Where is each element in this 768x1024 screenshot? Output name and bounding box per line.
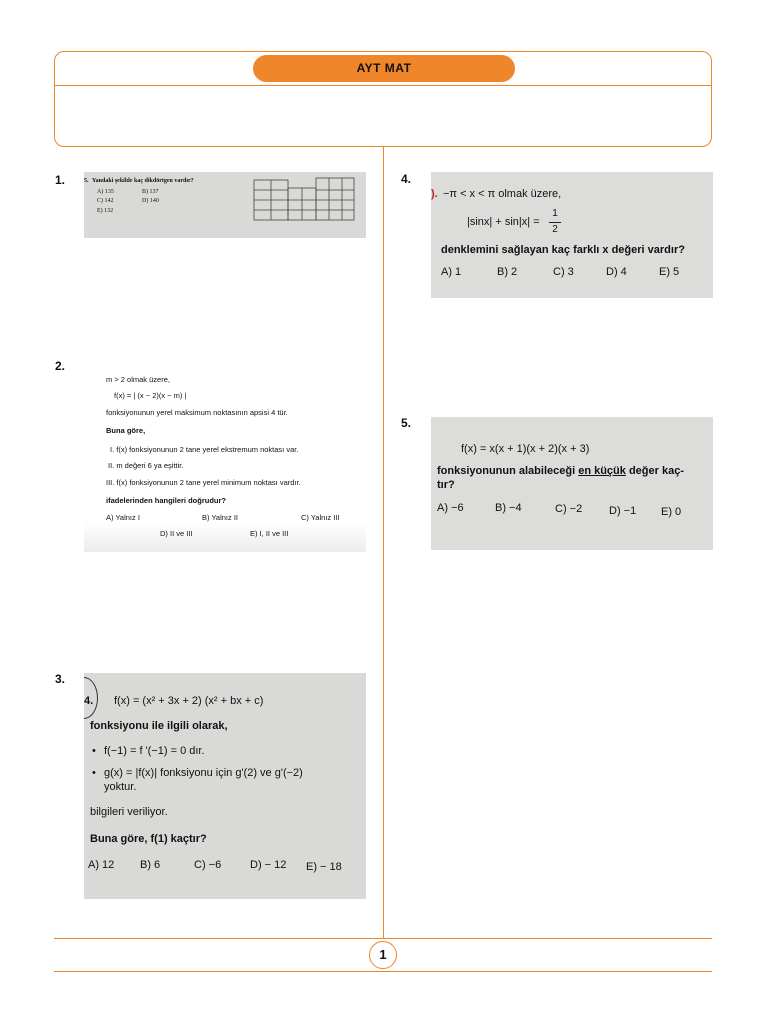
question-number-5: 5. xyxy=(401,416,412,430)
q3-bullet1-dot: • xyxy=(92,745,96,757)
q1-option-e: E) 132 xyxy=(97,208,114,214)
q5-line1c: değer kaç- xyxy=(625,465,684,477)
q3-lead: 4. xyxy=(84,695,94,707)
q3-question: Buna göre, f(1) kaçtır? xyxy=(90,833,207,845)
question-number-3: 3. xyxy=(55,672,66,686)
q4-option-d: D) 4 xyxy=(606,266,627,278)
q1-option-b: B) 137 xyxy=(142,189,159,195)
question-number-4: 4. xyxy=(401,172,412,186)
q4-question: denklemini sağlayan kaç farklı x değeri vardır? xyxy=(441,244,685,256)
q4-line1: −π < x < π olmak üzere, xyxy=(443,188,562,200)
q3-bullet1: f(−1) = f '(−1) = 0 dır. xyxy=(104,745,205,757)
q5-formula: f(x) = x(x + 1)(x + 2)(x + 3) xyxy=(461,443,590,455)
question-number-2: 2. xyxy=(55,359,66,373)
q5-option-e: E) 0 xyxy=(661,506,682,518)
q5-line2: tır? xyxy=(437,479,455,491)
q3-bullet2a: g(x) = |f(x)| fonksiyonu için g'(2) ve g'(−2) xyxy=(104,767,303,779)
column-divider xyxy=(383,147,384,938)
q5-option-d: D) −1 xyxy=(609,505,637,517)
q2-line1: m > 2 olmak üzere, xyxy=(106,375,170,384)
rectangle-grid-figure xyxy=(252,176,358,226)
q4-fraction-denominator: 2 xyxy=(552,224,558,235)
q2-item2: II. m değeri 6 ya eşittir. xyxy=(108,461,184,470)
q2-line2: f(x) = | (x − 2)(x − m) | xyxy=(114,391,187,400)
q4-option-b: B) 2 xyxy=(497,266,518,278)
q1-option-d: D) 140 xyxy=(142,198,159,204)
q4-fraction-numerator: 1 xyxy=(552,208,558,219)
q4-option-e: E) 5 xyxy=(659,266,680,278)
q4-option-a: A) 1 xyxy=(441,266,462,278)
q1-option-a: A) 135 xyxy=(97,189,114,195)
q4-equation: |sinx| + sin|x| = xyxy=(467,216,540,228)
q3-line2: bilgileri veriliyor. xyxy=(90,806,168,818)
q5-option-a: A) −6 xyxy=(437,502,464,514)
q3-option-e: E) − 18 xyxy=(306,861,342,873)
q1-option-c: C) 142 xyxy=(97,198,114,204)
question-3-image xyxy=(84,673,366,899)
q5-option-c: C) −2 xyxy=(555,503,583,515)
question-1-image xyxy=(84,172,366,238)
header-divider xyxy=(55,85,711,86)
q3-bullet2-dot: • xyxy=(92,767,96,779)
q4-option-c: C) 3 xyxy=(553,266,574,278)
q2-line4: Buna göre, xyxy=(106,426,146,435)
q2-item3: III. f(x) fonksiyonunun 2 tane yerel minimum noktası vardır. xyxy=(106,478,301,487)
question-number-1: 1. xyxy=(55,173,66,187)
question-5-image xyxy=(431,417,713,550)
q3-option-c: C) −6 xyxy=(194,859,222,871)
page-number: 1 xyxy=(369,941,397,969)
q5-line1b: en küçük xyxy=(578,465,626,477)
q2-question: ifadelerinden hangileri doğrudur? xyxy=(106,496,227,505)
q1-stem: Yandaki şekilde kaç dikdörtgen vardır? xyxy=(92,178,194,184)
question-2-image xyxy=(84,366,366,552)
q1-lead: 5. xyxy=(84,178,89,184)
footer-line-top xyxy=(54,938,712,939)
q2-item1: I. f(x) fonksiyonunun 2 tane yerel ekstremum noktası var. xyxy=(110,445,299,454)
q3-formula: f(x) = (x² + 3x + 2) (x² + bx + c) xyxy=(114,695,264,707)
q4-fraction-bar xyxy=(549,222,561,223)
q5-line1 xyxy=(437,465,684,477)
q3-line1: fonksiyonu ile ilgili olarak, xyxy=(90,720,228,732)
q3-option-d: D) − 12 xyxy=(250,859,287,871)
question-4-image xyxy=(431,172,713,298)
q2-option-b: B) Yalnız II xyxy=(202,513,238,522)
q3-bullet2b: yoktur. xyxy=(104,781,137,793)
q3-option-a: A) 12 xyxy=(88,859,115,871)
q5-line1a: fonksiyonunun alabileceği xyxy=(437,465,579,477)
q2-option-c: C) Yalnız III xyxy=(301,513,340,522)
q2-option-d: D) II ve III xyxy=(160,529,193,538)
page-title: AYT MAT xyxy=(253,55,515,82)
q2-option-e: E) I, II ve III xyxy=(250,529,289,538)
q2-option-a: A) Yalnız I xyxy=(106,513,140,522)
q5-option-b: B) −4 xyxy=(495,502,522,514)
q3-option-b: B) 6 xyxy=(140,859,161,871)
q4-lead: ). xyxy=(431,188,438,200)
footer-line-bottom xyxy=(54,971,712,972)
q2-line3: fonksiyonunun yerel maksimum noktasının apsisi 4 tür. xyxy=(106,408,288,417)
